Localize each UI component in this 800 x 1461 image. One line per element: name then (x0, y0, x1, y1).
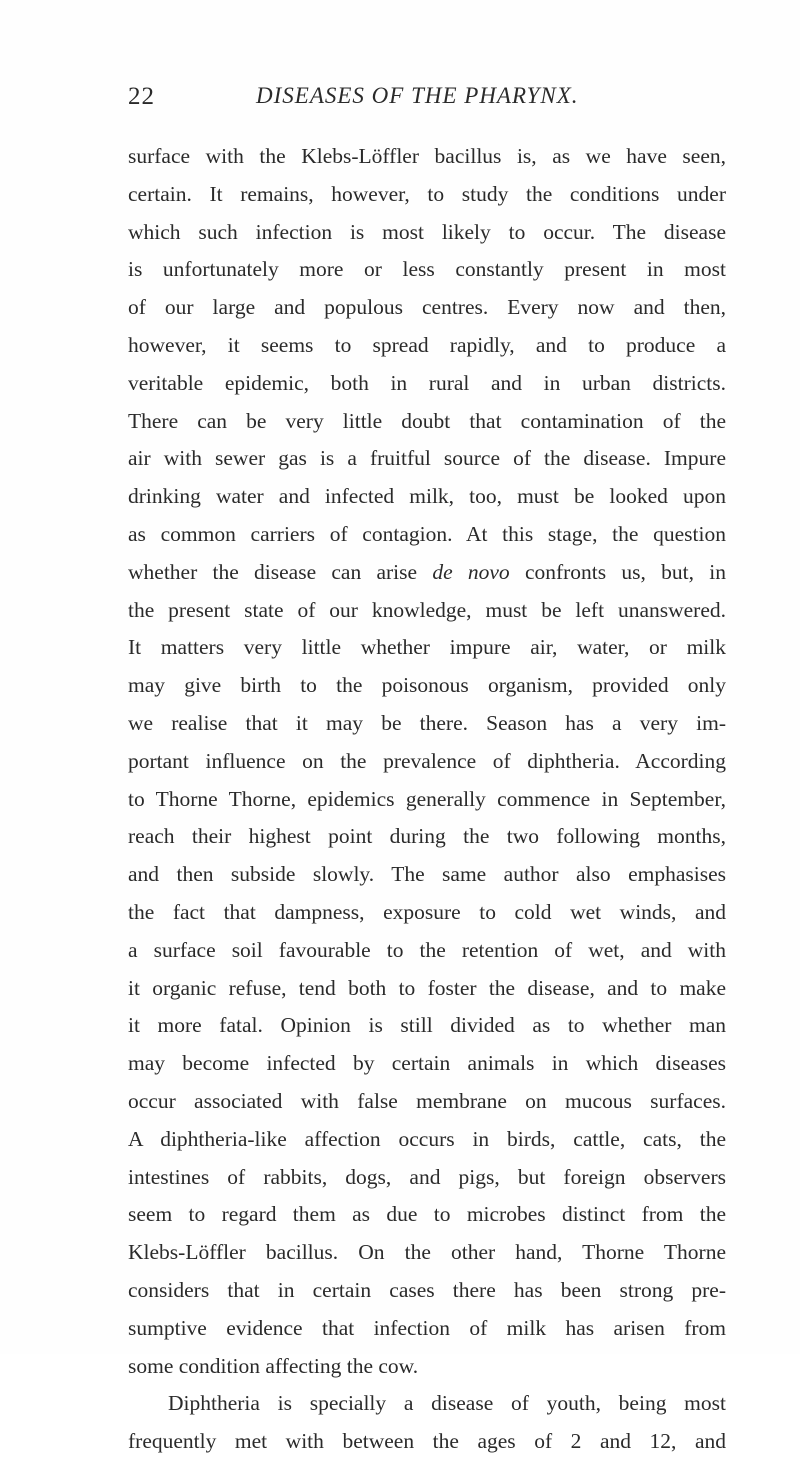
text-line: however, it seems to spread rapidly, and to produce a (128, 332, 726, 357)
text-line: certain. It remains, however, to study the conditions under (128, 181, 726, 206)
text-line: to Thorne Thorne, epidemics generally commence in September, (128, 786, 726, 811)
text-line: surface with the Klebs-Löffler bacillus is, as we have seen, (128, 144, 726, 168)
body-text (128, 138, 726, 1461)
text-line: and then subside slowly. The same author also emphasises (128, 862, 726, 887)
text-segment: confronts us, but, in (509, 559, 726, 584)
text-line: of our large and populous centres. Every now and then, (128, 295, 726, 320)
text-line: is unfortunately more or less constantly present in most (128, 257, 726, 282)
text-line: intestines of rabbits, dogs, and pigs, but foreign observers (128, 1164, 726, 1189)
paragraph-end-line: some condition affecting the cow. (128, 1353, 419, 1378)
text-line: the present state of our knowledge, must be left unanswered. (128, 597, 726, 622)
text-line: as common carriers of contagion. At this stage, the question (128, 521, 726, 546)
text-line: considers that in certain cases there has been strong pre- (128, 1277, 726, 1302)
text-line: it more fatal. Opinion is still divided as to whether man (128, 1013, 726, 1038)
text-line: drinking water and infected milk, too, must be looked upon (128, 484, 726, 509)
text-line: It matters very little whether impure air, water, or milk (128, 635, 726, 660)
text-line: a surface soil favourable to the retention of wet, and with (128, 937, 726, 962)
text-line: may become infected by certain animals in which diseases (128, 1051, 726, 1076)
italic-phrase: de novo (432, 559, 510, 584)
text-line: sumptive evidence that infection of milk has arisen from (128, 1315, 726, 1340)
text-line: There can be very little doubt that contamination of the (128, 408, 726, 433)
text-line: which such infection is most likely to occur. The disease (128, 219, 726, 244)
text-line: veritable epidemic, both in rural and in urban districts. (128, 370, 726, 395)
text-line: the fact that dampness, exposure to cold wet winds, and (128, 899, 726, 924)
text-line: it organic refuse, tend both to foster the disease, and to make (128, 975, 726, 1000)
text-line: we realise that it may be there. Season has a very im- (128, 710, 726, 735)
running-head (128, 83, 726, 117)
text-line: A diphtheria-like affection occurs in birds, cattle, cats, the (128, 1126, 726, 1151)
page-number: 22 (128, 83, 155, 110)
text-line: may give birth to the poisonous organism, provided only (128, 673, 726, 698)
text-line: frequently met with between the ages of 2 and 12, and (128, 1429, 726, 1454)
paragraph-start-line: Diphtheria is specially a disease of youth, being most (168, 1391, 726, 1416)
text-line: occur associated with false membrane on mucous surfaces. (128, 1088, 726, 1113)
text-line: reach their highest point during the two following months, (128, 824, 726, 849)
text-segment: whether the disease can arise (128, 559, 433, 584)
text-line: seem to regard them as due to microbes distinct from the (128, 1202, 726, 1227)
running-title: DISEASES OF THE PHARYNX. (256, 83, 579, 108)
text-line: portant influence on the prevalence of diphtheria. According (128, 748, 726, 773)
text-line: Klebs-Löffler bacillus. On the other hand, Thorne Thorne (128, 1240, 726, 1265)
text-line-with-italic (128, 554, 726, 592)
text-line: air with sewer gas is a fruitful source of the disease. Impure (128, 446, 726, 471)
